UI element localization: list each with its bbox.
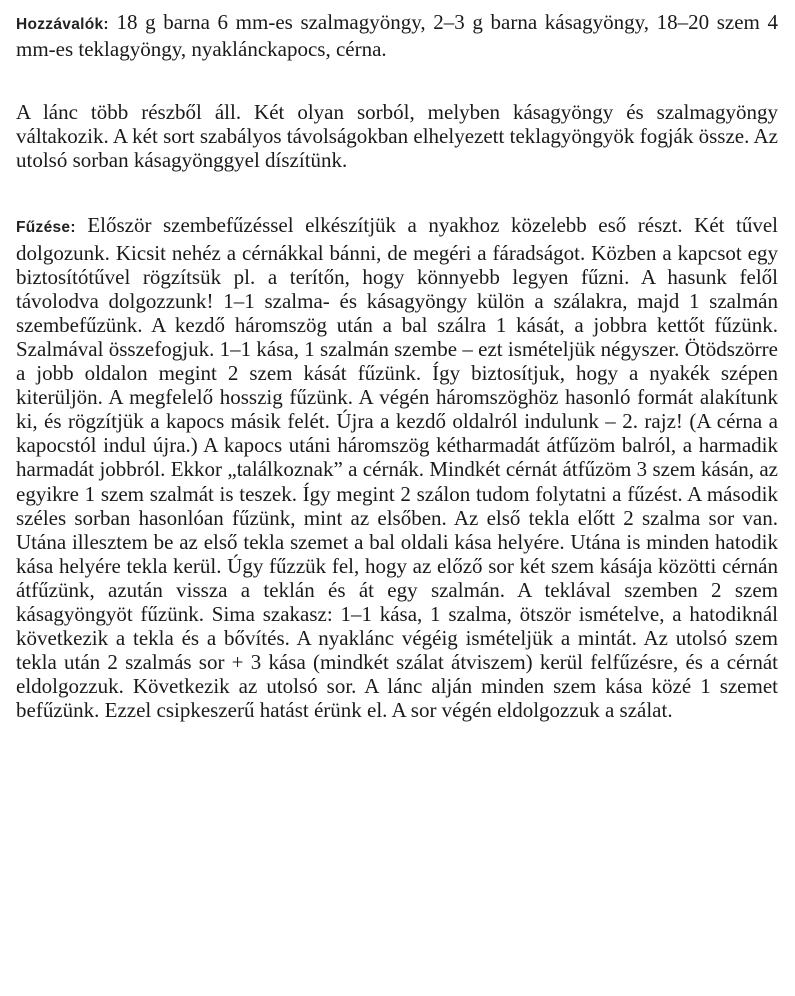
ingredients-label: Hozzávalók: — [16, 16, 109, 33]
stringing-text: Először szembefűzéssel elkészítjük a nyakhoz közelebb eső részt. Két tűvel dolgozunk. Kicsit nehéz a cérnákkal bánni, de megéri a fáradságot. Közben a kapcsot egy biztosítótűvel rögzítsük pl. a terítőn, hogy könnyebb legyen fűzni. A hasunk felől távolodva dolgozzunk! 1–1 szalma- és kásagyöngy külön a szálakra, majd 1 szalmán szembefűzünk. A kezdő háromszög után a bal szálra 1 kását, a jobbra kettőt fűzünk. Szalmával összefogjuk. 1–1 kása, 1 szalmán szembe – ezt ismételjük négyszer. Ötödszörre a jobb oldalon megint 2 szem kását fűzünk. Így biztosítjuk, hogy a nyakék szépen kiterüljön. A megfelelő hosszig fűzünk. A végén háromszöghöz hasonló formát alakítunk ki, és rögzítjük a kapocs másik felét. Újra a kezdő oldalról indulunk – 2. rajz! (A cérna a kapocstól indul újra.) A kapocs utáni háromszög kétharmadát átfűzöm balról, a harmadik harmadát jobbról. Ekkor „találkoznak” a cérnák. Mindkét cérnát átfűzöm 3 szem kásán, az egyikre 1 szem szalmát is teszek. Így megint 2 szálon tudom folytatni a fűzést. A második széles sorban hasonlóan fűzünk, mint az elsőben. Az első tekla előtt 2 szalma sor van. Utána illesztem be az első tekla szemet a bal oldali kása helyére. Utána is minden hatodik kása helyére tekla kerül. Úgy fűzzük fel, hogy az előző sor két szem kásája közötti cérnán átfűzünk, azután vissza a teklán és át egy szalmán. A teklával szemben 2 szem kásagyöngyöt fűzünk. Sima szakasz: 1–1 kása, 1 szalma, ötször ismételve, a hatodiknál következik a tekla és a bővítés. A nyaklánc végéig ismételjük a mintát. Az utolsó szem tekla után 2 szalmás sor + 3 kása (mindkét szálat átviszem) kerül felfűzésre, és a cérnát eldolgozzuk. Következik az utolsó sor. A lánc alján minden szem kása közé 1 szemet befűzünk. Ezzel csipkeszerű hatást érünk el. A sor végén eldolgozzuk a szálat. — [16, 213, 778, 723]
ingredients-paragraph — [16, 10, 778, 61]
ingredients-text: 18 g barna 6 mm-es szalmagyöngy, 2–3 g barna kásagyöngy, 18–20 szem 4 mm-es teklagyöngy, nyaklánckapocs, cérna. — [16, 10, 778, 62]
document-page — [16, 10, 778, 722]
stringing-paragraph — [16, 213, 778, 722]
stringing-label: Fűzése: — [16, 219, 76, 237]
intro-paragraph: A lánc több részből áll. Két olyan sorból, melyben kásagyöngy és szalmagyöngy váltakozik. A két sort szabályos távolságokban elhelyezett teklagyöngyök fogják össze. Az utolsó sorban kásagyönggyel díszítünk. — [16, 100, 778, 173]
